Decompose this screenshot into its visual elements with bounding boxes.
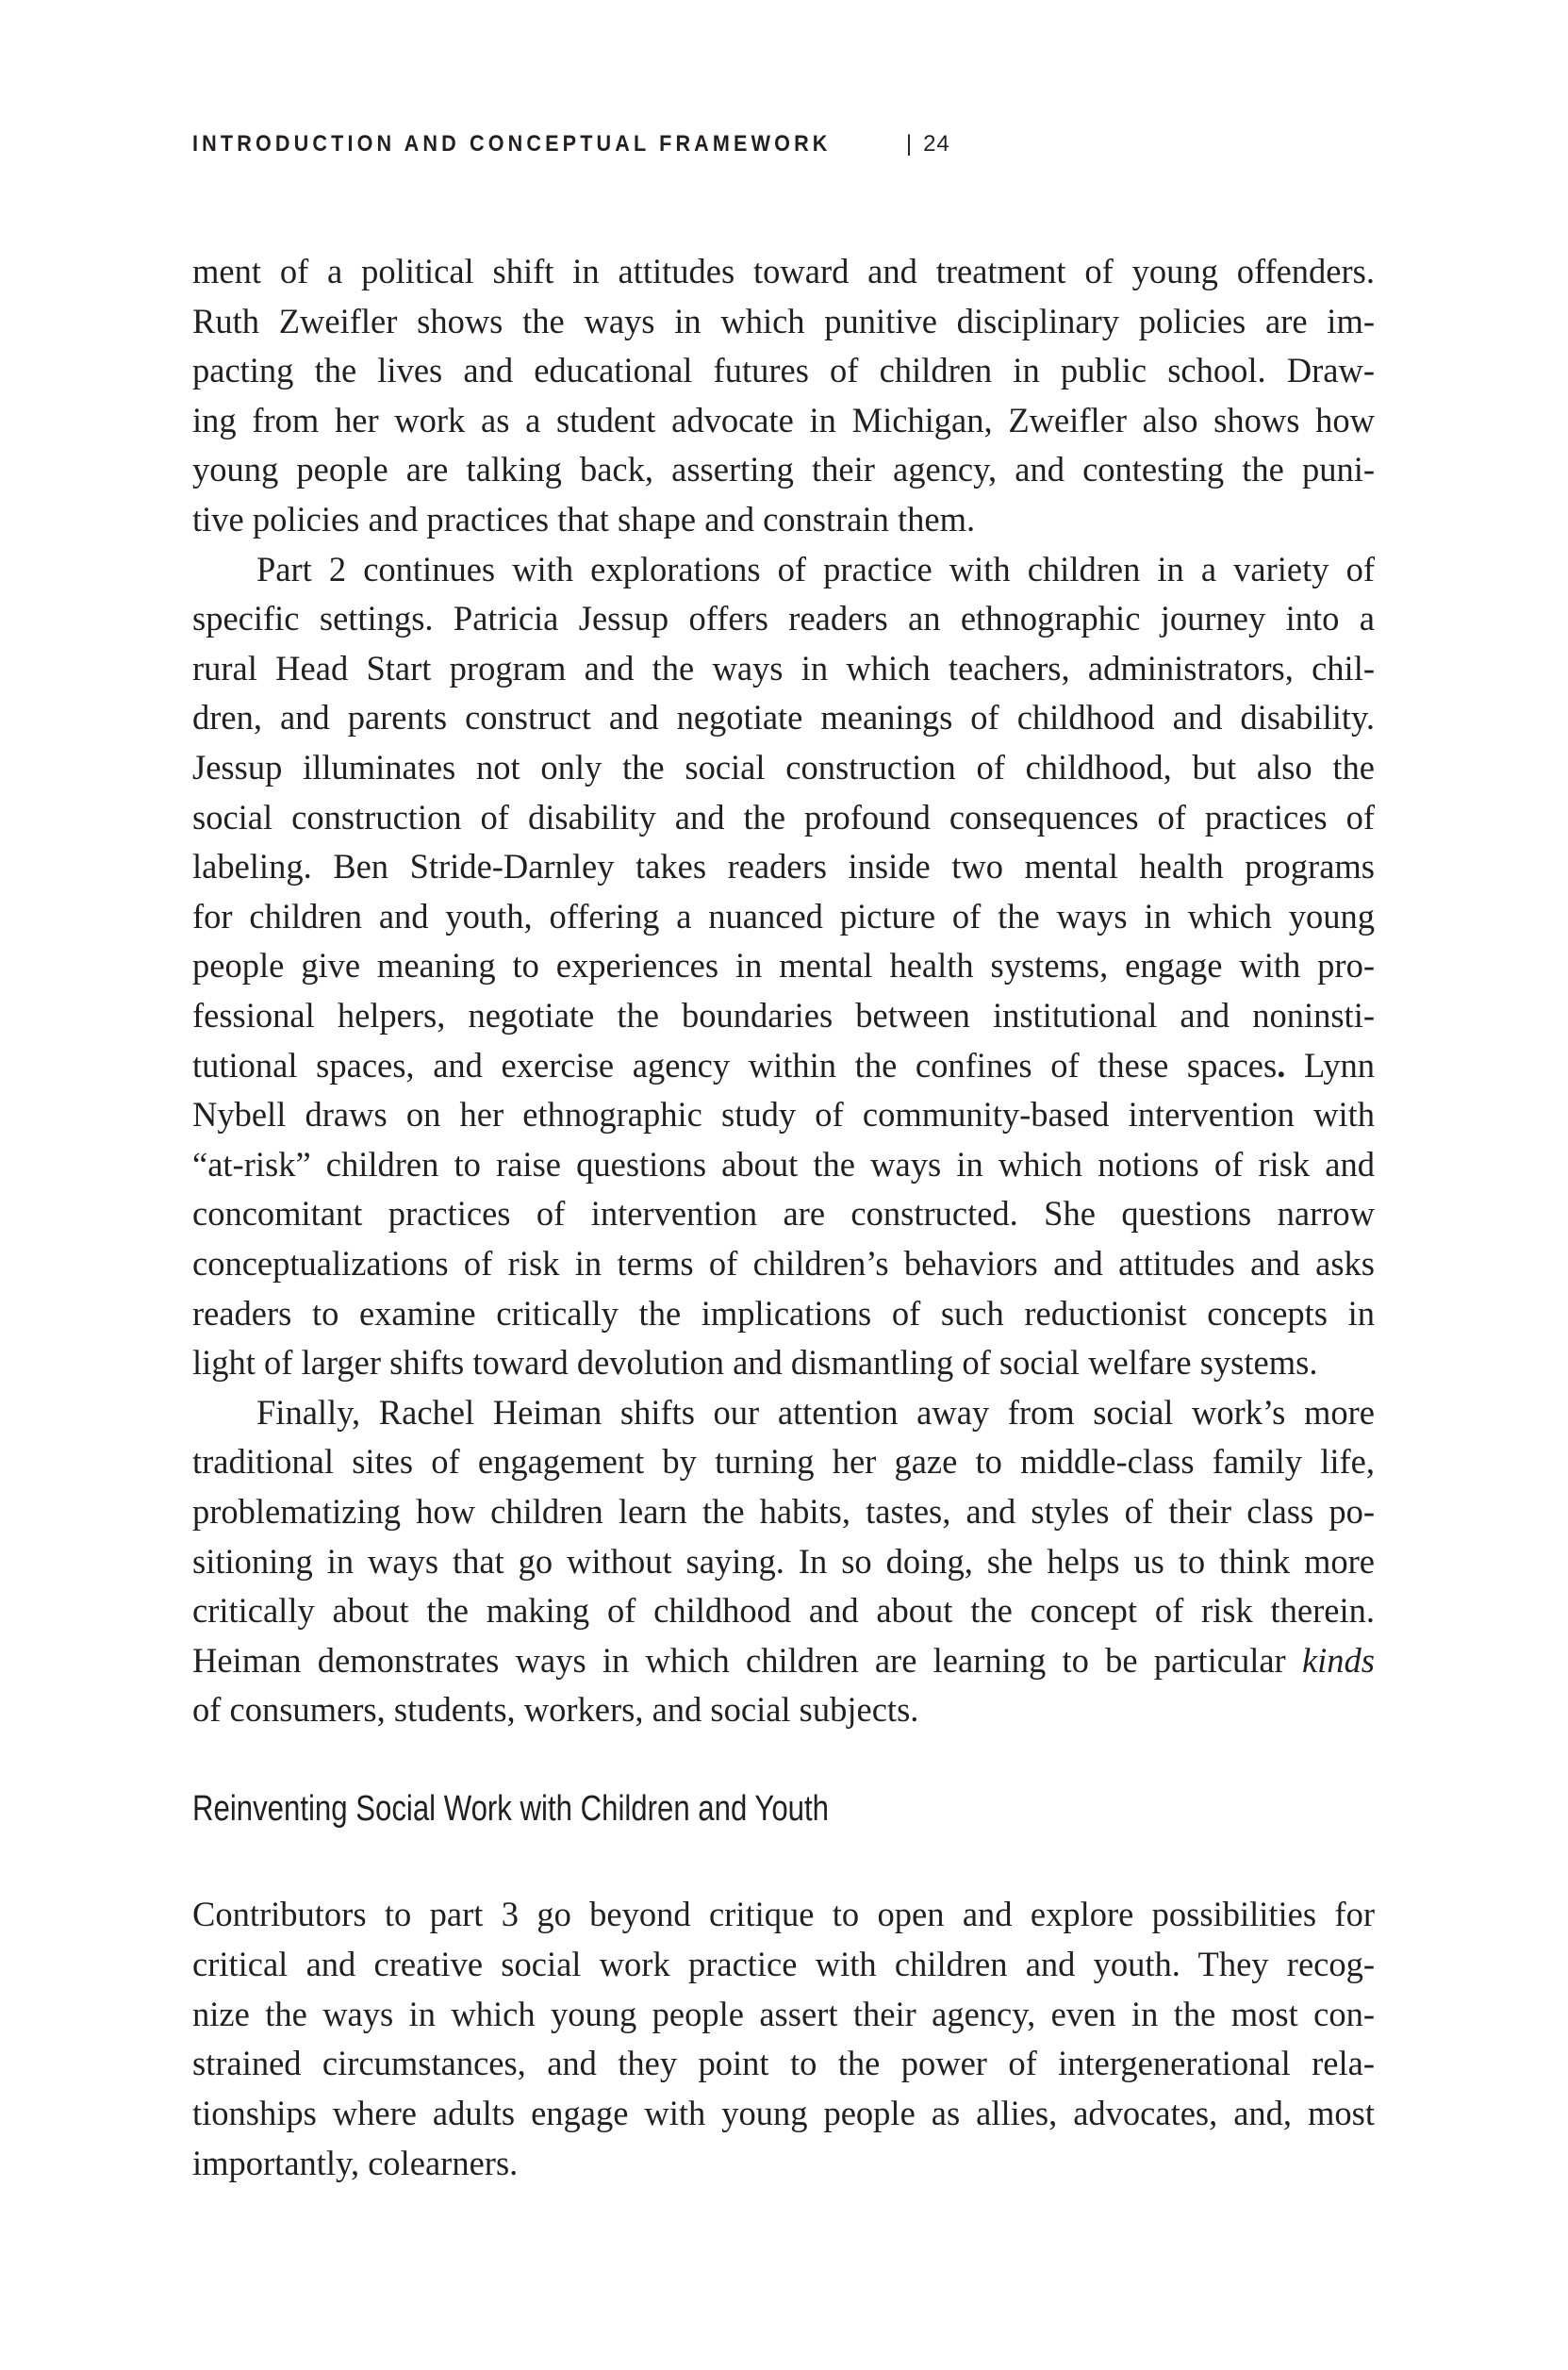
body-line: social construction of disability and the profound consequences of practices of [192,797,1375,837]
body-line: Part 2 continues with explorations of practice with children in a variety of [256,549,1375,588]
body-line: young people are talking back, asserting their agency, and contesting the puni- [192,450,1375,489]
body-line: people give meaning to experiences in mental health systems, engage with pro- [192,946,1375,986]
body-line: Heiman demonstrates ways in which children are learning to be particular kinds [192,1640,1376,1680]
body-line: Contributors to part 3 go beyond critique to open and explore possibilities for [192,1895,1375,1933]
body-line: pacting the lives and educational futures of children in public school. Draw- [192,351,1375,390]
body-line: ing from her work as a student advocate in Michigan, Zweifler also shows how [192,400,1375,439]
body-line: tionships where adults engage with young people as allies, advocates, and, most [192,2094,1375,2133]
body-line: conceptualizations of risk in terms of children’s behaviors and attitudes and asks [192,1244,1375,1283]
body-line: problematizing how children learn the habits, tastes, and styles of their class po- [192,1492,1375,1531]
section-heading: Reinventing Social Work with Children and Youth [192,1789,829,1829]
body-line: concomitant practices of intervention are constructed. She questions narrow [192,1194,1375,1234]
running-head-title: INTRODUCTION AND CONCEPTUAL FRAMEWORK [192,131,832,157]
body-line: Nybell draws on her ethnographic study of community-based intervention with [192,1095,1375,1135]
body-line: Ruth Zweifler shows the ways in which punitive disciplinary policies are im- [192,301,1375,340]
body-line: traditional sites of engagement by turning her gaze to middle-class family life, [192,1442,1375,1482]
body-line: of consumers, students, workers, and social subjects. [192,1690,919,1730]
body-line: strained circumstances, and they point to the power of intergenerational rela- [192,2044,1375,2083]
body-line: for children and youth, offering a nuanced picture of the ways in which young [192,896,1375,936]
body-line: Jessup illuminates not only the social construction of childhood, but also the [192,748,1375,787]
body-line: sitioning in ways that go without saying. In so doing, she helps us to think more [192,1541,1375,1581]
page-number: 24 [923,131,950,157]
body-line: labeling. Ben Stride-Darnley takes readers inside two mental health programs [192,847,1375,887]
body-line: critically about the making of childhood and about the concept of risk therein. [192,1591,1375,1631]
body-line: light of larger shifts toward devolution and dismantling of social welfare systems. [192,1343,1318,1383]
body-line: Finally, Rachel Heiman shifts our attention away from social work’s more [256,1392,1375,1432]
body-line: ment of a political shift in attitudes toward and treatment of young offenders. [192,252,1375,290]
body-line: critical and creative social work practice with children and youth. They recog- [192,1944,1375,1983]
body-line: dren, and parents construct and negotiate meanings of childhood and disability. [192,698,1375,738]
body-line: nize the ways in which young people assert their agency, even in the most con- [192,1994,1375,2033]
body-line: “at-risk” children to raise questions about the ways in which notions of risk and [192,1144,1375,1184]
body-line: fessional helpers, negotiate the boundaries between institutional and noninsti- [192,996,1375,1035]
body-line: tive policies and practices that shape and constrain them. [192,500,976,539]
bold-period: . [1277,1045,1286,1085]
body-line: tutional spaces, and exercise agency within the confines of these spaces. Lynn [192,1045,1375,1085]
italic-word: kinds [1301,1640,1376,1680]
body-line: rural Head Start program and the ways in which teachers, administrators, chil- [192,648,1375,688]
running-head [192,130,950,158]
body-line: specific settings. Patricia Jessup offers readers an ethnographic journey into a [192,599,1375,638]
running-head-separator: | [905,131,913,157]
body-line: readers to examine critically the implications of such reductionist concepts in [192,1293,1375,1333]
body-line: importantly, colearners. [192,2144,519,2182]
